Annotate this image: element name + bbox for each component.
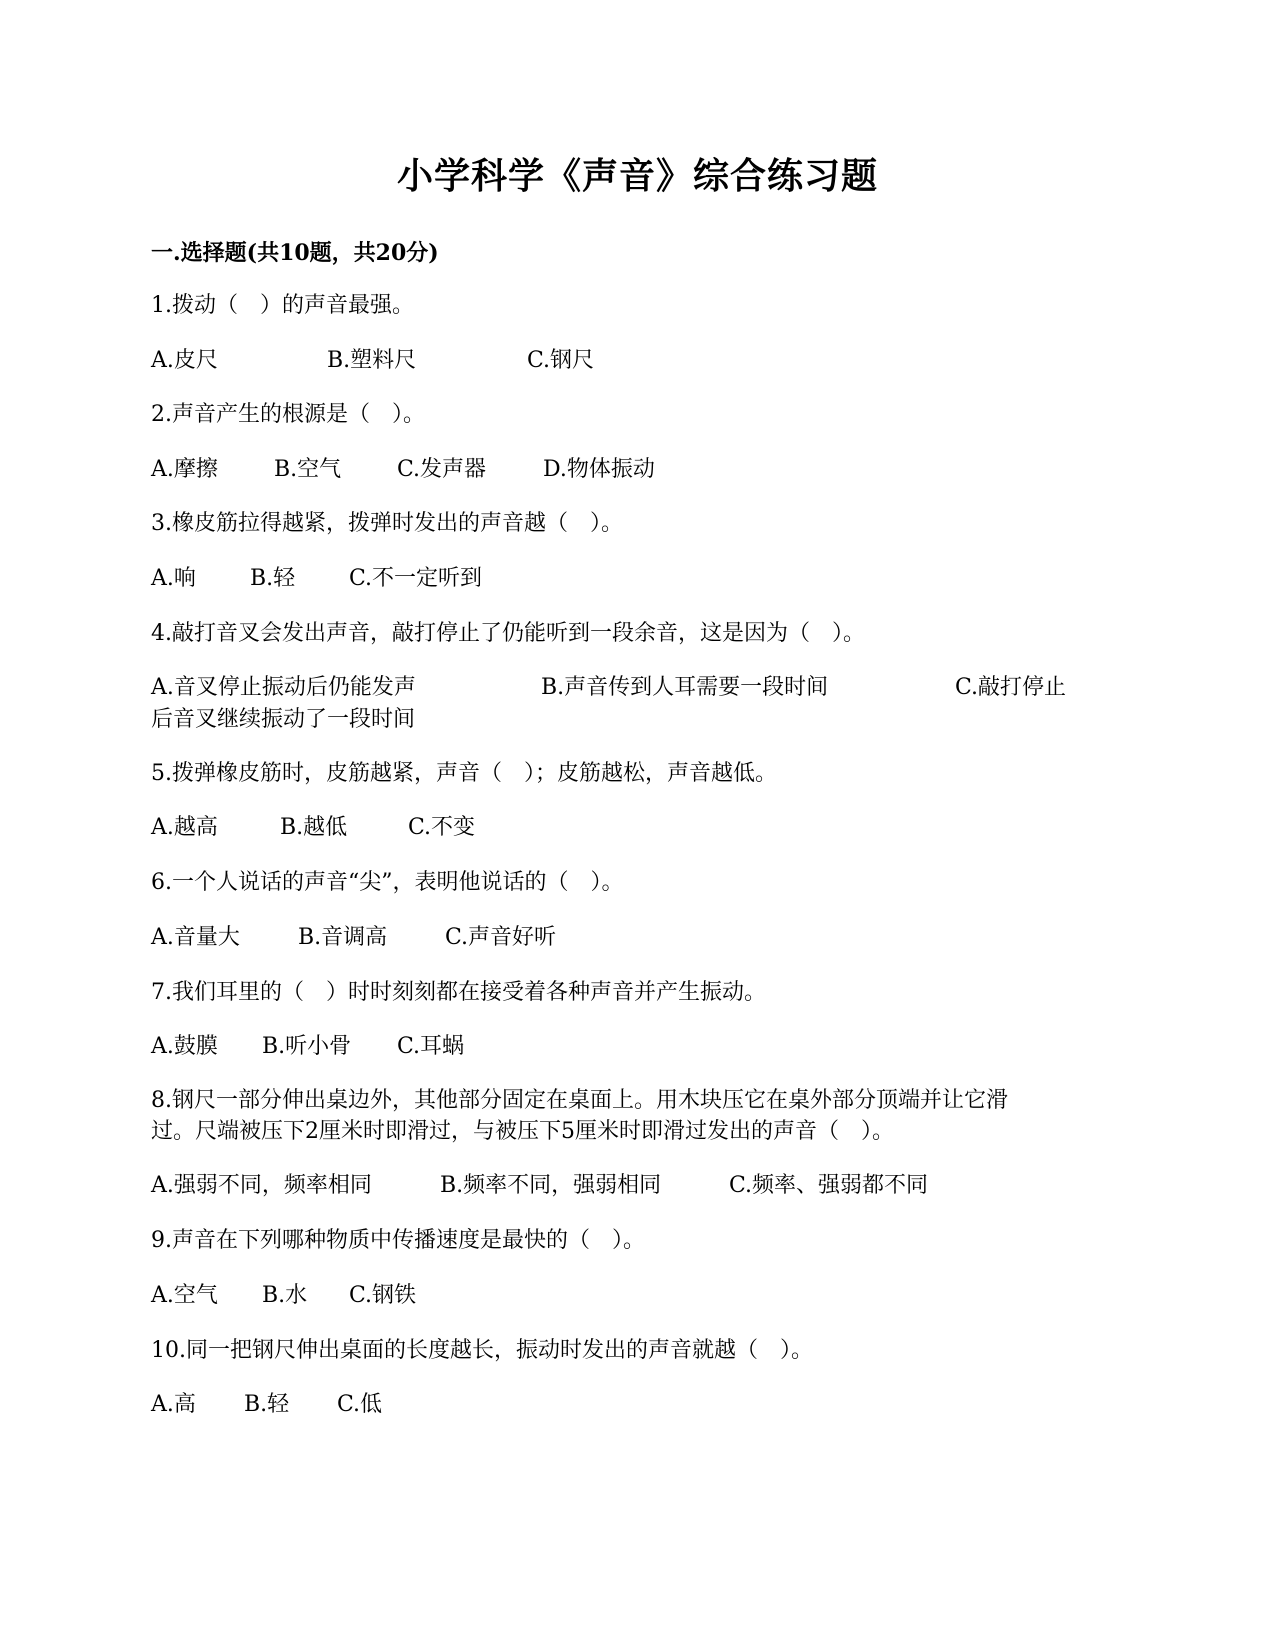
option-a: A.音量大 <box>151 925 240 950</box>
option-d: D.物体振动 <box>543 457 655 482</box>
option-a: A.响 <box>151 566 196 591</box>
option-c: C.不一定听到 <box>349 566 483 591</box>
question-4: 4.敲打音叉会发出声音，敲打停止了仍能听到一段余音，这是因为（ ）。 <box>151 621 865 646</box>
option-b: B.空气 <box>274 457 342 482</box>
option-a: A.空气 <box>151 1283 218 1308</box>
question-2: 2.声音产生的根源是（ ）。 <box>151 402 425 427</box>
question-9: 9.声音在下列哪种物质中传播速度是最快的（ ）。 <box>151 1228 645 1253</box>
question-7: 7.我们耳里的（ ）时时刻刻都在接受着各种声音并产生振动。 <box>151 980 766 1005</box>
option-a: A.强弱不同，频率相同 <box>151 1173 372 1198</box>
question-10: 10.同一把钢尺伸出桌面的长度越长，振动时发出的声音就越（ ）。 <box>151 1338 813 1363</box>
option-c: C.敲打停止 <box>955 675 1067 700</box>
option-b: B.音调高 <box>298 925 388 950</box>
option-b: B.塑料尺 <box>327 348 417 373</box>
page-title: 小学科学《声音》综合练习题 <box>396 155 878 197</box>
option-b: B.越低 <box>280 815 348 840</box>
question-8-continuation: 过。尺端被压下2厘米时即滑过，与被压下5厘米时即滑过发出的声音（ ）。 <box>151 1119 894 1144</box>
option-a: A.摩擦 <box>151 457 218 482</box>
option-c: C.声音好听 <box>445 925 557 950</box>
option-b: B.听小骨 <box>262 1034 352 1059</box>
question-6: 6.一个人说话的声音“尖”，表明他说话的（ ）。 <box>151 870 624 895</box>
option-a: A.越高 <box>151 815 218 840</box>
option-a: A.高 <box>151 1392 196 1417</box>
question-3: 3.橡皮筋拉得越紧，拨弹时发出的声音越（ ）。 <box>151 511 623 536</box>
option-b: B.水 <box>262 1283 308 1308</box>
option-a: A.音叉停止振动后仍能发声 <box>151 675 416 700</box>
option-c: C.频率、强弱都不同 <box>729 1173 929 1198</box>
section-heading: 一.选择题(共10题，共20分) <box>151 240 439 266</box>
option-b: B.频率不同，强弱相同 <box>440 1173 662 1198</box>
option-a: A.鼓膜 <box>151 1034 218 1059</box>
option-c: C.发声器 <box>397 457 487 482</box>
option-continuation: 后音叉继续振动了一段时间 <box>151 707 416 732</box>
question-1: 1.拨动（ ）的声音最强。 <box>151 293 414 318</box>
option-a: A.皮尺 <box>151 348 218 373</box>
question-5: 5.拨弹橡皮筋时，皮筋越紧，声音（ ）；皮筋越松，声音越低。 <box>151 761 777 786</box>
option-c: C.钢铁 <box>349 1283 417 1308</box>
option-c: C.耳蜗 <box>397 1034 465 1059</box>
question-8: 8.钢尺一部分伸出桌边外，其他部分固定在桌面上。用木块压它在桌外部分顶端并让它滑 <box>151 1088 1008 1113</box>
option-b: B.轻 <box>250 566 296 591</box>
option-b: B.轻 <box>244 1392 290 1417</box>
option-b: B.声音传到人耳需要一段时间 <box>541 675 829 700</box>
option-c: C.钢尺 <box>527 348 595 373</box>
option-c: C.不变 <box>408 815 476 840</box>
option-c: C.低 <box>337 1392 383 1417</box>
